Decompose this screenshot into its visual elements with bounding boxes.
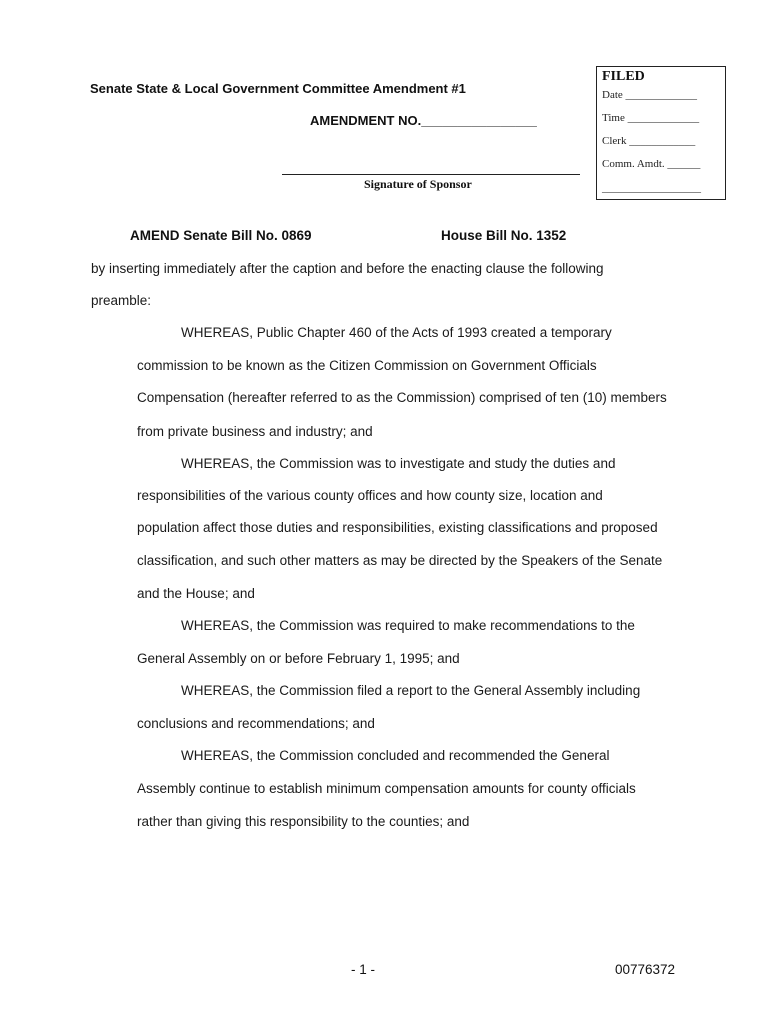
filed-stamp-box <box>596 66 726 200</box>
filed-blank-line: __________________ <box>602 182 701 194</box>
body-line: responsibilities of the various county offices and how county size, location and <box>137 488 603 503</box>
body-line: population affect those duties and responsibilities, existing classifications and proposed <box>137 520 658 535</box>
body-line: Assembly continue to establish minimum compensation amounts for county officials <box>137 781 636 796</box>
senate-bill-number: AMEND Senate Bill No. 0869 <box>130 228 312 243</box>
body-line: WHEREAS, Public Chapter 460 of the Acts of 1993 created a temporary <box>181 325 612 340</box>
body-line: commission to be known as the Citizen Commission on Government Officials <box>137 358 597 373</box>
filed-comm-amdt: Comm. Amdt. ______ <box>602 158 701 170</box>
body-line: from private business and industry; and <box>137 424 373 439</box>
body-line: classification, and such other matters as may be directed by the Speakers of the Senate <box>137 553 663 568</box>
house-bill-number: House Bill No. 1352 <box>441 228 567 243</box>
body-line: and the House; and <box>137 586 255 601</box>
signature-label: Signature of Sponsor <box>364 177 472 191</box>
body-line: conclusions and recommendations; and <box>137 716 375 731</box>
filed-title: FILED <box>602 69 645 84</box>
body-line: preamble: <box>91 293 152 308</box>
filed-time: Time _____________ <box>602 112 700 124</box>
filed-clerk: Clerk ____________ <box>602 135 696 147</box>
body-line: Compensation (hereafter referred to as the Commission) comprised of ten (10) members <box>137 390 667 405</box>
body-line: WHEREAS, the Commission was to investigate and study the duties and <box>181 456 616 471</box>
filed-date: Date _____________ <box>602 89 698 101</box>
body-line: rather than giving this responsibility to the counties; and <box>137 814 470 829</box>
body-line: WHEREAS, the Commission concluded and recommended the General <box>181 748 610 763</box>
signature-line <box>282 174 580 175</box>
amendment-number: AMENDMENT NO.________________ <box>310 113 537 128</box>
document-number: 00776372 <box>615 962 676 977</box>
committee-amendment-title: Senate State & Local Government Committee Amendment #1 <box>90 81 466 96</box>
body-line: by inserting immediately after the caption and before the enacting clause the following <box>91 261 604 276</box>
body-line: General Assembly on or before February 1, 1995; and <box>137 651 460 666</box>
body-line: WHEREAS, the Commission was required to make recommendations to the <box>181 618 635 633</box>
body-line: WHEREAS, the Commission filed a report to the General Assembly including <box>181 683 641 698</box>
page-number: - 1 - <box>351 962 376 977</box>
